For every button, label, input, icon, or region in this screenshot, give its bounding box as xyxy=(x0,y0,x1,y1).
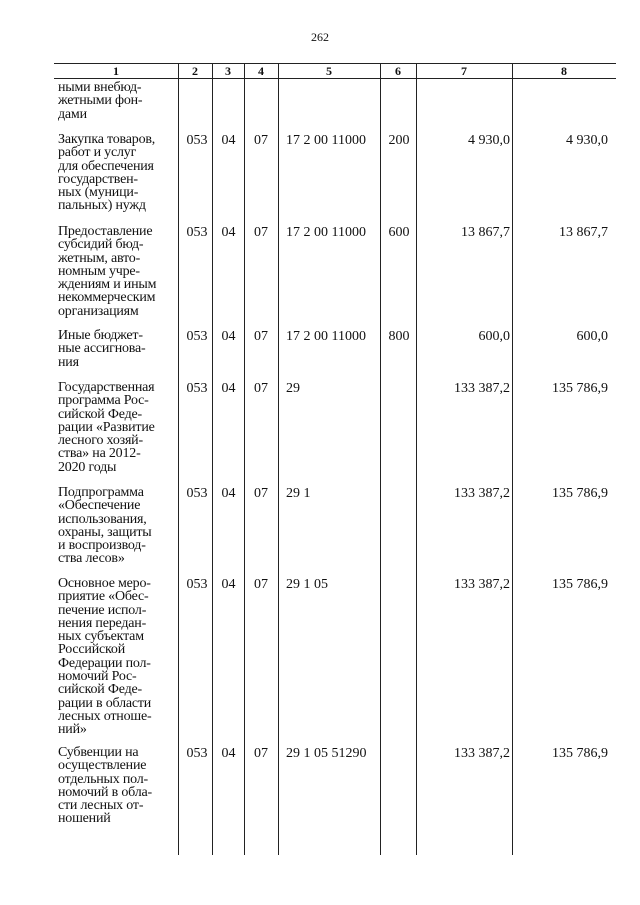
column-header: 8 xyxy=(561,64,567,78)
section-code: 04 xyxy=(221,577,236,592)
subsection-code: 07 xyxy=(254,577,268,592)
column-divider xyxy=(512,63,513,855)
section-code: 04 xyxy=(221,746,236,761)
amount-year-2: 135 786,9 xyxy=(552,746,608,761)
column-header: 5 xyxy=(326,64,332,78)
table-header-rule xyxy=(54,78,616,79)
expense-type-code: 600 xyxy=(388,225,410,240)
subsection-code: 07 xyxy=(254,486,268,501)
column-header: 7 xyxy=(461,64,467,78)
page-number: 262 xyxy=(311,30,329,44)
amount-year-2: 600,0 xyxy=(576,329,608,344)
column-header: 3 xyxy=(225,64,231,78)
subsection-code: 07 xyxy=(254,381,268,396)
column-header: 4 xyxy=(258,64,264,78)
amount-year-1: 133 387,2 xyxy=(454,746,510,761)
ministry-code: 053 xyxy=(186,381,208,396)
amount-year-2: 135 786,9 xyxy=(552,381,608,396)
row-name: Иные бюджет- ные ассигнова- ния xyxy=(58,328,146,370)
column-divider xyxy=(278,63,279,855)
row-name: Государственная программа Рос- сийской Феде- рации «Развитие лесного хозяй- ства» на 2012- 2020 годы xyxy=(58,380,155,475)
ministry-code: 053 xyxy=(186,486,208,501)
amount-year-1: 133 387,2 xyxy=(454,381,510,396)
amount-year-1: 133 387,2 xyxy=(454,577,510,592)
column-header: 6 xyxy=(395,64,401,78)
expense-type-code: 800 xyxy=(388,329,410,344)
target-article-code: 29 xyxy=(286,381,300,396)
ministry-code: 053 xyxy=(186,746,208,761)
ministry-code: 053 xyxy=(186,329,208,344)
column-header: 2 xyxy=(192,64,198,78)
amount-year-1: 4 930,0 xyxy=(468,133,510,148)
amount-year-1: 13 867,7 xyxy=(461,225,510,240)
column-divider xyxy=(178,63,179,855)
amount-year-2: 13 867,7 xyxy=(559,225,608,240)
amount-year-2: 135 786,9 xyxy=(552,486,608,501)
ministry-code: 053 xyxy=(186,577,208,592)
row-name: Предоставление субсидий бюд- жетным, авто- номным учре- ждениям и иным некоммерческим организациям xyxy=(58,224,157,319)
target-article-code: 17 2 00 11000 xyxy=(286,225,366,240)
section-code: 04 xyxy=(221,225,236,240)
subsection-code: 07 xyxy=(254,225,268,240)
target-article-code: 29 1 05 51290 xyxy=(286,746,367,761)
ministry-code: 053 xyxy=(186,225,208,240)
section-code: 04 xyxy=(221,133,236,148)
section-code: 04 xyxy=(221,381,236,396)
target-article-code: 29 1 xyxy=(286,486,311,501)
section-code: 04 xyxy=(221,329,236,344)
subsection-code: 07 xyxy=(254,133,268,148)
ministry-code: 053 xyxy=(186,133,208,148)
column-divider xyxy=(380,63,381,855)
budget-table xyxy=(54,63,616,855)
amount-year-1: 133 387,2 xyxy=(454,486,510,501)
column-divider xyxy=(212,63,213,855)
expense-type-code: 200 xyxy=(388,133,410,148)
column-header: 1 xyxy=(113,64,119,78)
row-name: Основное меро- приятие «Обес- печение испол- нения передан- ных субъектам Российской Федерации пол- номочий Рос- сийской Феде- рации в области лесных отноше- ний» xyxy=(58,576,152,738)
subsection-code: 07 xyxy=(254,329,268,344)
row-name: Закупка товаров, работ и услуг для обеспечения государствен- ных (муници- пальных) нужд xyxy=(58,132,156,214)
amount-year-1: 600,0 xyxy=(478,329,510,344)
row-name: ными внебюд- жетными фон- дами xyxy=(58,80,143,122)
row-name: Субвенции на осуществление отдельных пол- номочий в обла- сти лесных от- ношений xyxy=(58,745,152,827)
amount-year-2: 4 930,0 xyxy=(566,133,608,148)
amount-year-2: 135 786,9 xyxy=(552,577,608,592)
row-name: Подпрограмма «Обеспечение использования, охраны, защиты и воспроизвод- ства лесов» xyxy=(58,485,152,567)
target-article-code: 29 1 05 xyxy=(286,577,328,592)
target-article-code: 17 2 00 11000 xyxy=(286,133,366,148)
subsection-code: 07 xyxy=(254,746,268,761)
column-divider xyxy=(244,63,245,855)
column-divider xyxy=(416,63,417,855)
section-code: 04 xyxy=(221,486,236,501)
target-article-code: 17 2 00 11000 xyxy=(286,329,366,344)
